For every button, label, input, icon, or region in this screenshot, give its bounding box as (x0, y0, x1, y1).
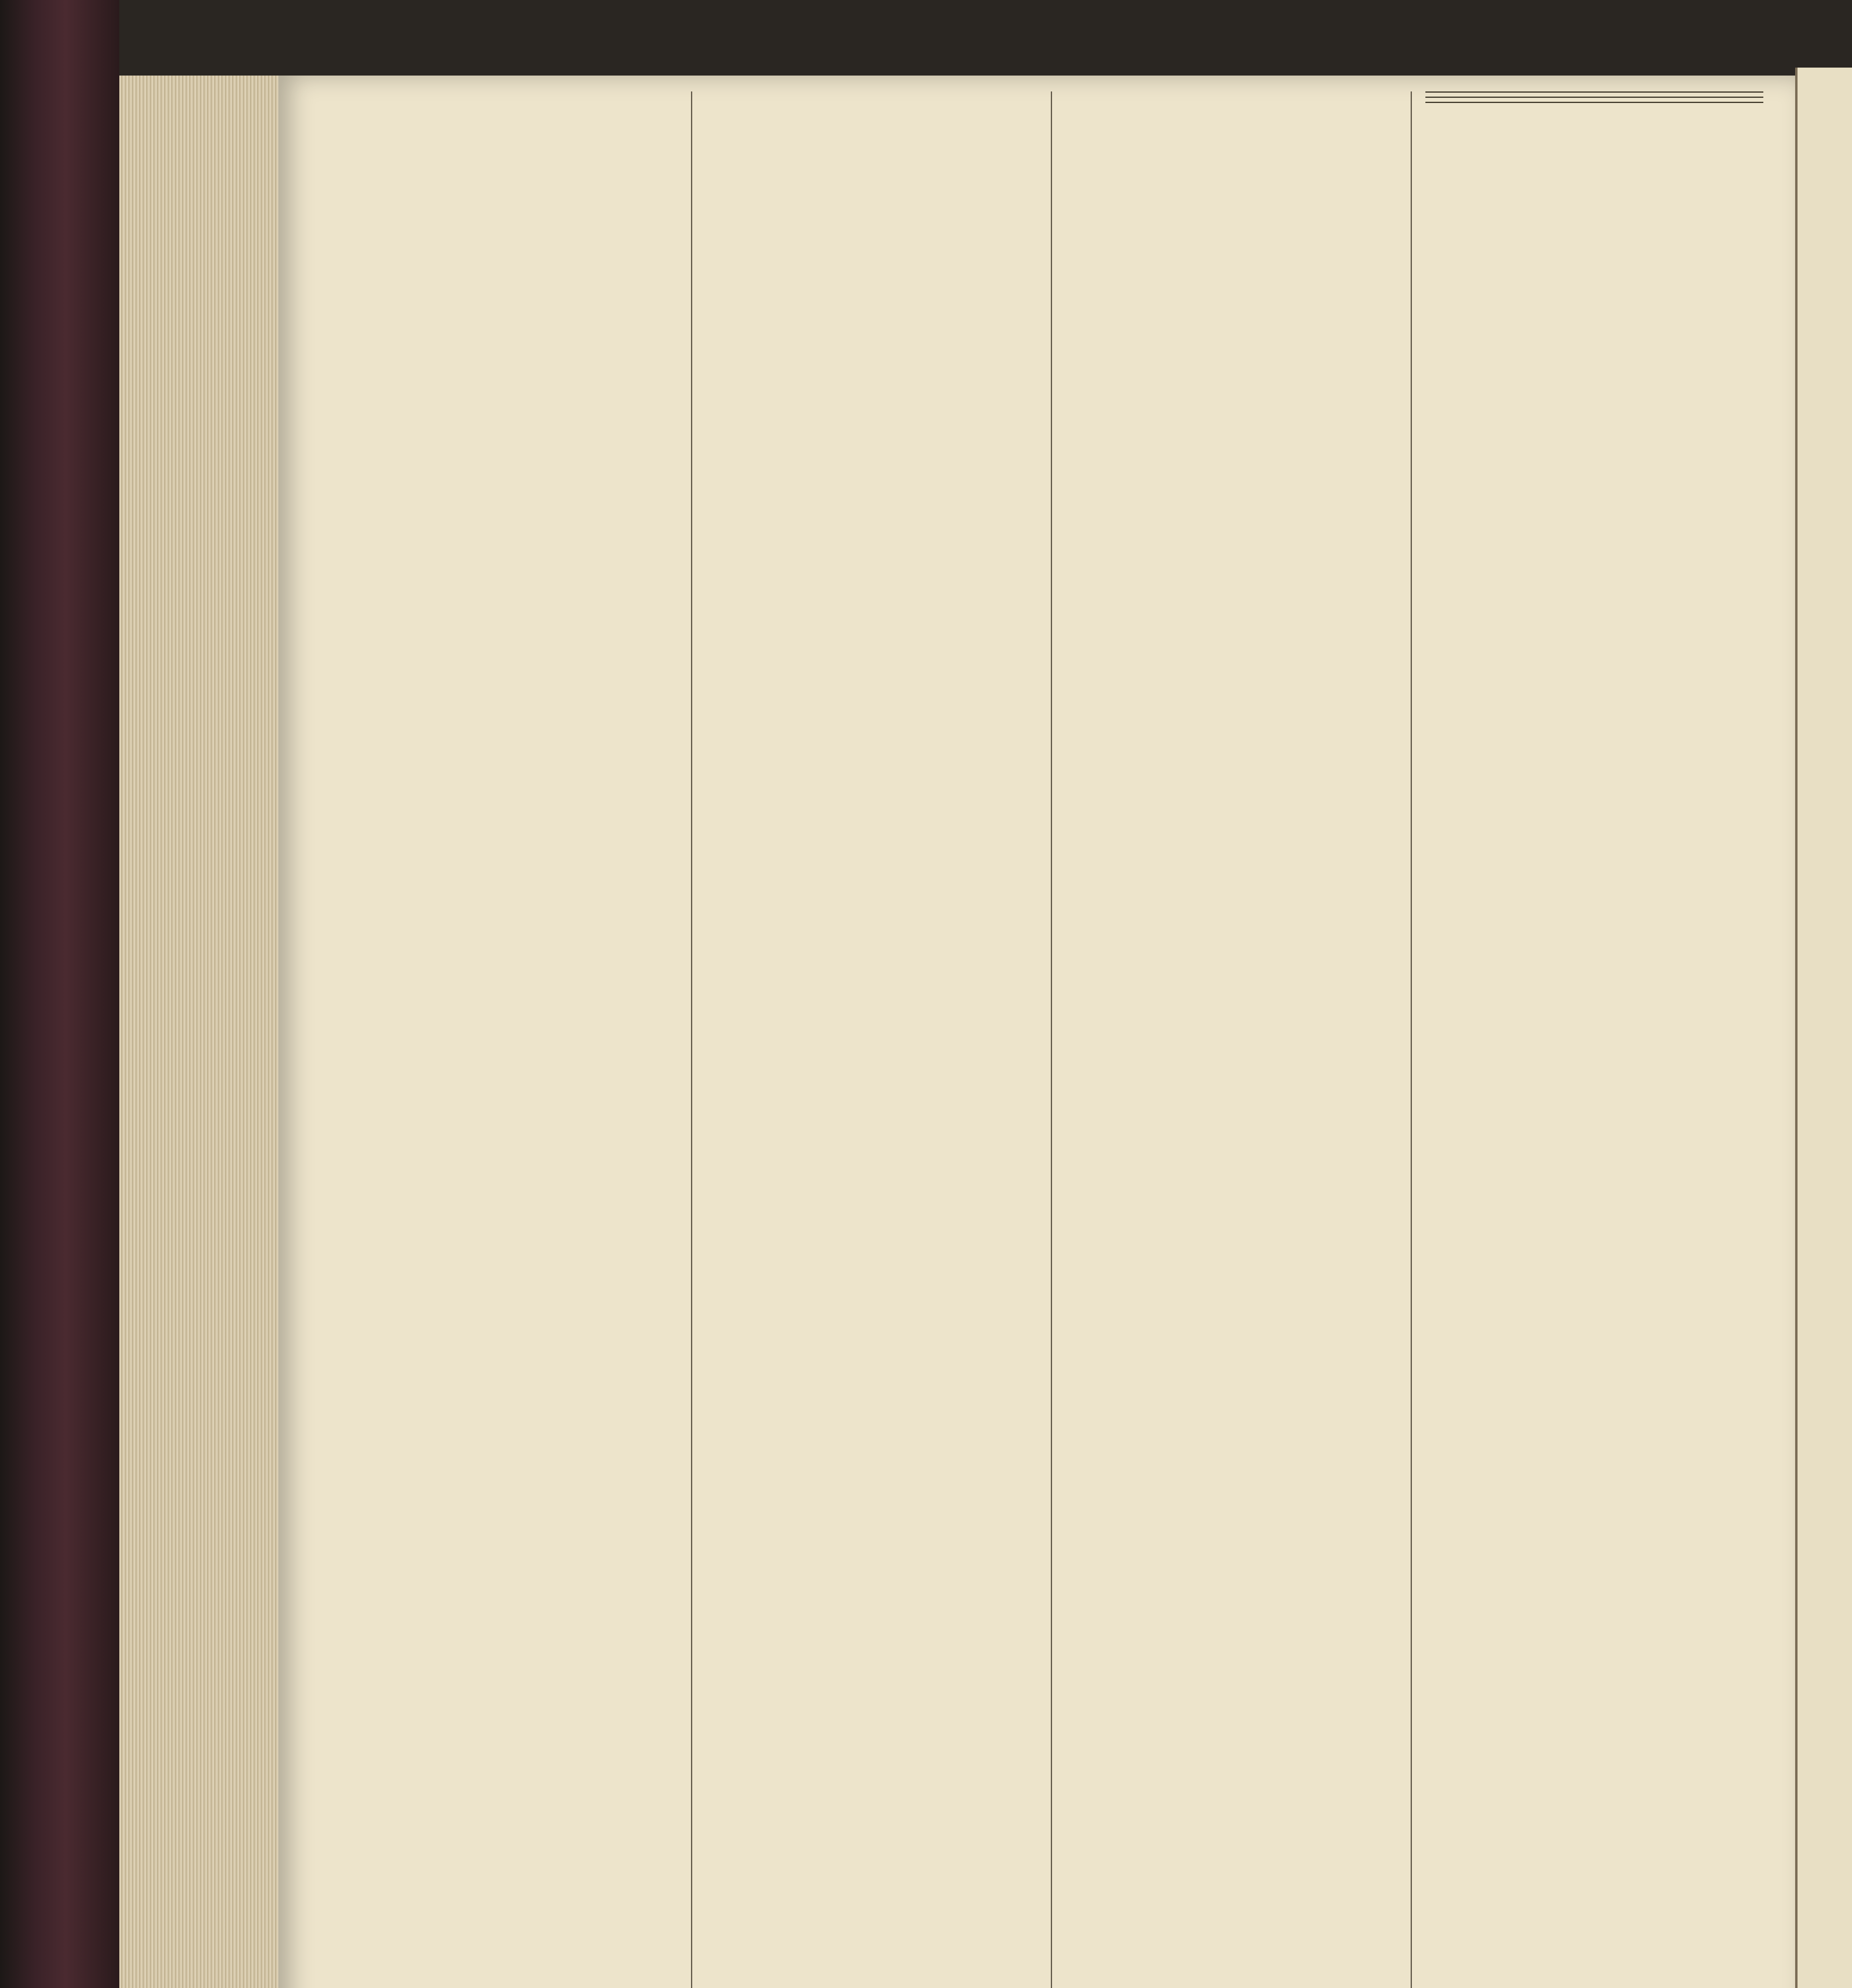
page-block-edges (119, 76, 278, 1988)
column-2 (708, 83, 1038, 91)
column-rule (1411, 91, 1412, 1988)
column-rule (1051, 91, 1052, 1988)
column-3 (1066, 83, 1400, 91)
column-rule (691, 91, 692, 1988)
book-binding (0, 0, 119, 1988)
newspaper-page (278, 76, 1795, 1988)
column-1 (342, 83, 676, 95)
column-4 (1425, 83, 1763, 107)
adjacent-page-edge (1795, 68, 1852, 1988)
